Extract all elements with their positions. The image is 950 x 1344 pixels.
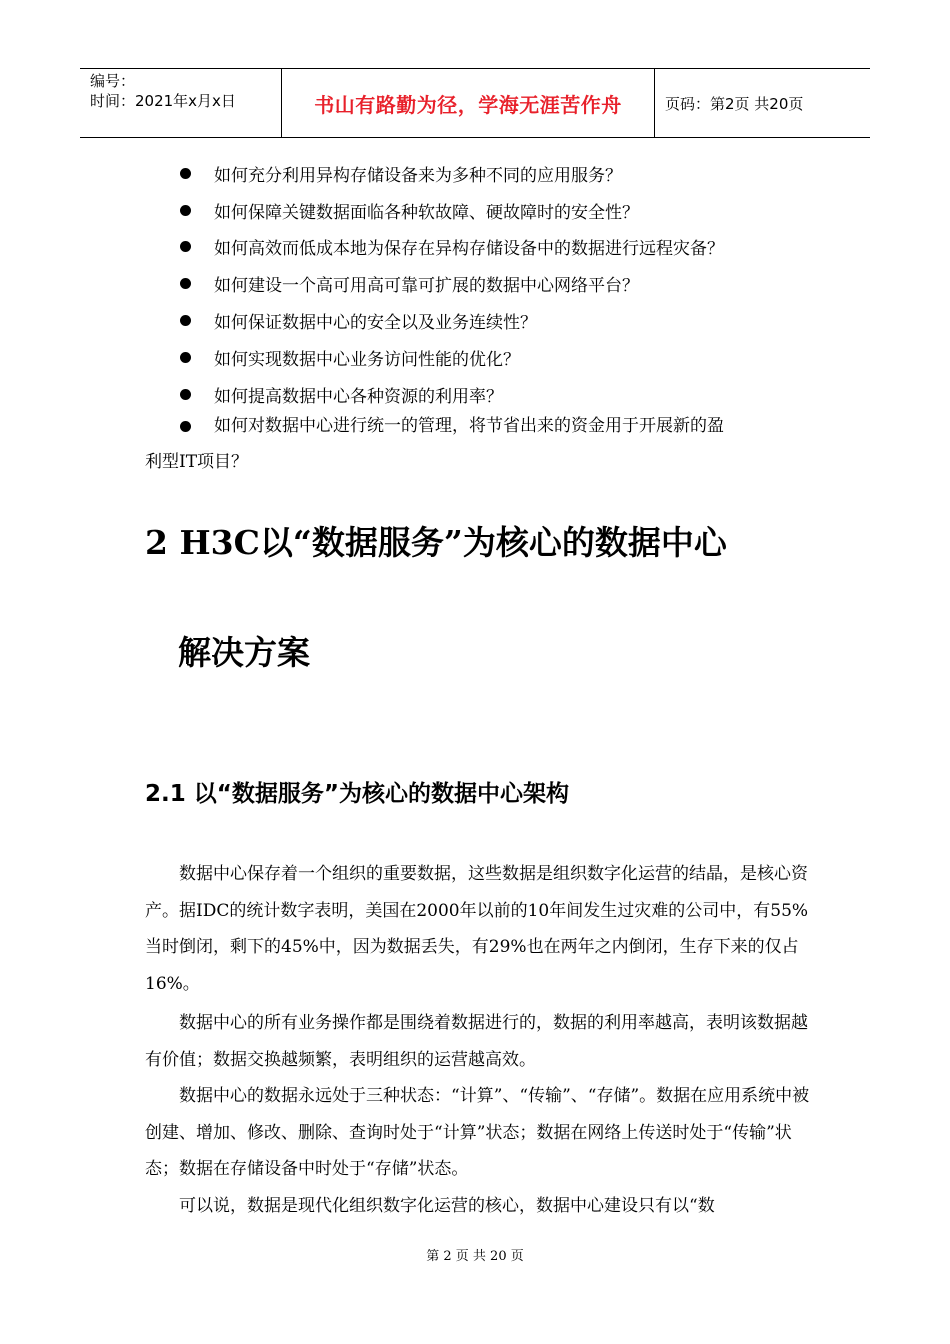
section-heading xyxy=(145,515,825,672)
list-item xyxy=(180,339,820,376)
bullet-dot-icon xyxy=(180,389,191,400)
paragraph xyxy=(145,1078,813,1188)
paragraph-text: 数据中心的数据永远处于三种状态：“计算”、“传输”、“存储”。数据在应用系统中被创建、增加、修改、删除、查询时处于“计算”状态；数据在网络上传送时处于“传输”状态；数据在存储设备中时处于“存储”状态。 xyxy=(145,1086,810,1179)
bullet-dot-icon xyxy=(180,205,191,216)
date-label: 时间：2021年x月x日 xyxy=(90,92,236,110)
list-item-wrapped xyxy=(145,408,815,480)
section-heading-line2: 解决方案 xyxy=(178,633,310,672)
bullet-dot-icon xyxy=(180,278,191,289)
paragraph-text: 数据中心的所有业务操作都是围绕着数据进行的，数据的利用率越高，表明该数据越有价值；数据交换越频繁，表明组织的运营越高效。 xyxy=(145,1013,808,1070)
list-item-text: 如何建设一个高可用高可靠可扩展的数据中心网络平台？ xyxy=(214,276,639,297)
paragraph xyxy=(145,1005,813,1078)
list-item-continuation: 利型IT项目？ xyxy=(145,452,249,472)
list-item-text: 如何充分利用异构存储设备来为多种不同的应用服务？ xyxy=(214,165,622,186)
list-item-first-line xyxy=(145,408,815,444)
list-item-text: 如何保证数据中心的安全以及业务连续性？ xyxy=(214,313,537,334)
paragraph-text: 数据中心保存着一个组织的重要数据，这些数据是组织数字化运营的结晶，是核心资产。据IDC的统计数字表明，美国在2000年以前的10年间发生过灾难的公司中，有55%当时倒闭，剩下的45%中，因为数据丢失，有29%也在两年之内倒闭，生存下来的仅占16%。 xyxy=(145,864,809,994)
list-item xyxy=(180,265,820,302)
list-item xyxy=(180,229,820,266)
bullet-dot-icon xyxy=(180,241,191,252)
header-page-info: 页码：第2页 共20页 xyxy=(665,94,804,113)
bullet-dot-icon xyxy=(180,421,191,432)
header-meta xyxy=(80,69,282,137)
list-item xyxy=(180,302,820,339)
bullet-dot-icon xyxy=(180,352,191,363)
question-list xyxy=(180,155,820,413)
list-item xyxy=(180,192,820,229)
page-header xyxy=(80,68,870,138)
bullet-dot-icon xyxy=(180,168,191,179)
list-item-text: 如何实现数据中心业务访问性能的优化？ xyxy=(214,349,520,370)
bullet-dot-icon xyxy=(180,315,191,326)
list-item xyxy=(180,155,820,192)
paragraph-text: 可以说，数据是现代化组织数字化运营的核心，数据中心建设只有以“数 xyxy=(179,1196,715,1216)
page-footer: 第 2 页 共 20 页 xyxy=(426,1249,524,1264)
subsection-heading: 2.1 以“数据服务”为核心的数据中心架构 xyxy=(145,781,569,807)
header-motto: 书山有路勤为径，学海无涯苦作舟 xyxy=(282,69,655,137)
section-heading-line1: 2 H3C以“数据服务”为核心的数据中心 xyxy=(145,523,727,562)
list-item-text: 如何提高数据中心各种资源的利用率？ xyxy=(214,386,503,407)
list-item-text: 如何对数据中心进行统一的管理，将节省出来的资金用于开展新的盈 xyxy=(214,416,724,436)
list-item-text: 如何保障关键数据面临各种软故障、硬故障时的安全性？ xyxy=(214,202,639,223)
paragraph xyxy=(145,856,813,1002)
list-item-text: 如何高效而低成本地为保存在异构存储设备中的数据进行远程灾备？ xyxy=(214,239,724,260)
number-label: 编号： xyxy=(90,72,136,90)
paragraph xyxy=(145,1188,813,1225)
